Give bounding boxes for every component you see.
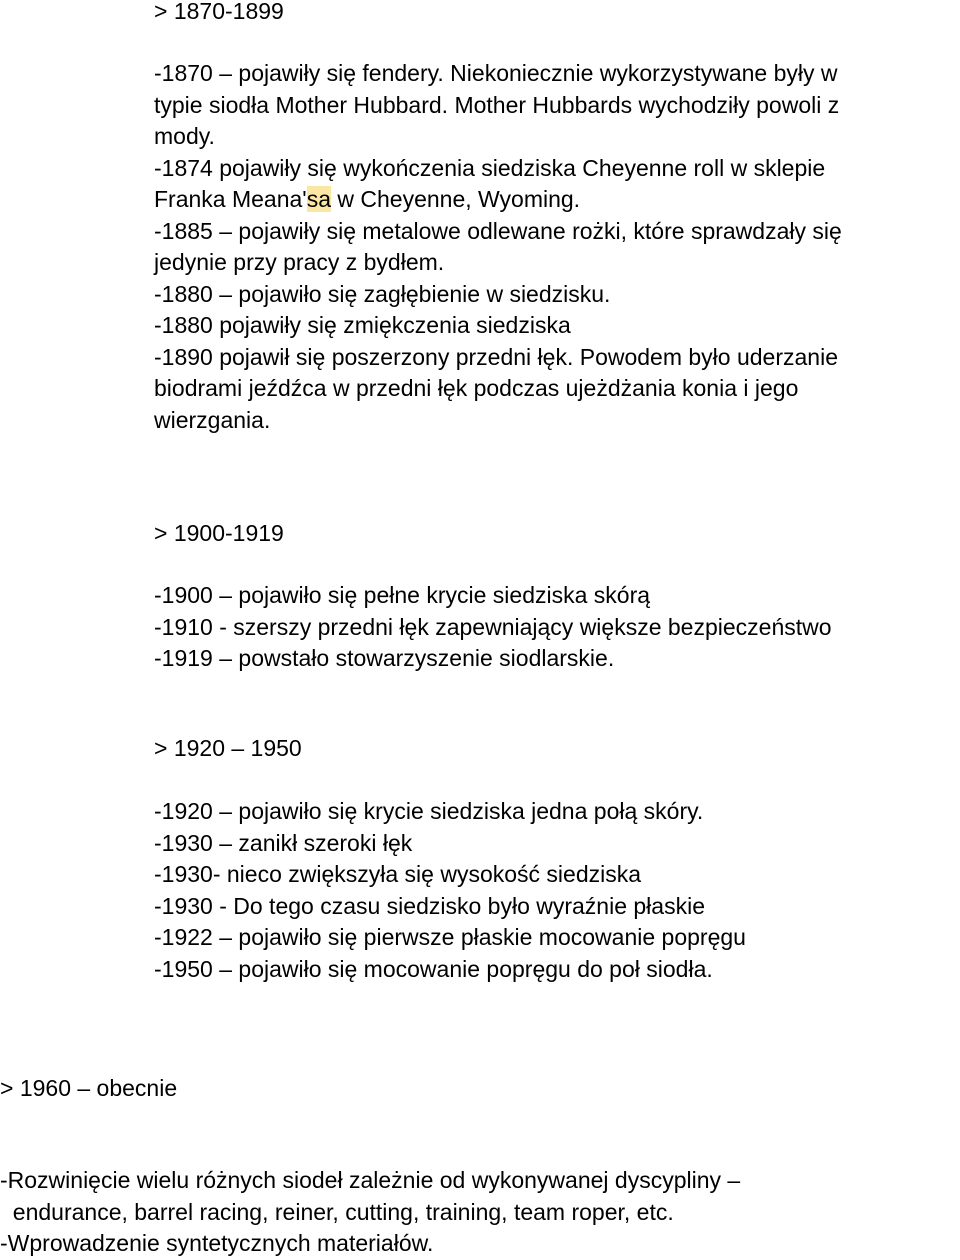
section-1870-1899-body (154, 58, 842, 436)
list-item: -1890 pojawił się poszerzony przedni łęk. Powodem było uderzanie (154, 343, 838, 370)
list-item: wierzgania. (154, 406, 271, 433)
list-item: -1930- nieco zwiększyła się wysokość siedziska (154, 861, 642, 887)
list-item: jedynie przy pracy z bydłem. (154, 249, 445, 275)
section-1920-1950 (154, 733, 302, 765)
list-item: -1910 - szerszy przedni łęk zapewniający większe bezpieczeństwo (154, 613, 832, 640)
list-item: -Wprowadzenie syntetycznych materiałów. (0, 1230, 434, 1256)
list-item: biodrami jeźdźca w przedni łęk podczas ujeżdżania konia i jego (154, 375, 799, 401)
list-item: -Rozwinięcie wielu różnych siodeł zależnie od wykonywanej dyscypliny – (0, 1167, 741, 1193)
text-before-highlight: Franka Meana' (154, 186, 307, 212)
list-item: endurance, barrel racing, reiner, cutting, training, team roper, etc. (0, 1198, 674, 1225)
highlighted-text: sa (306, 186, 331, 212)
list-item: -1922 – pojawiło się pierwsze płaskie mocowanie popręgu (154, 924, 746, 950)
section-heading: > 1900-1919 (154, 520, 284, 546)
section-1960-obecnie-body (0, 1165, 740, 1260)
list-item: -1880 pojawiły się zmiękczenia siedziska (154, 312, 571, 338)
section-1900-1919-body (154, 580, 832, 675)
list-item: -1919 – powstało stowarzyszenie siodlarskie. (154, 645, 615, 671)
section-1960-obecnie (0, 1073, 177, 1105)
list-item: -1870 – pojawiły się fendery. Niekoniecznie wykorzystywane były w (154, 60, 838, 86)
text-after-highlight: w Cheyenne, Wyoming. (331, 186, 581, 212)
list-item: mody. (154, 123, 215, 149)
list-item: -1885 – pojawiły się metalowe odlewane rożki, które sprawdzały się (154, 217, 842, 244)
section-1870-1899 (154, 0, 284, 28)
section-heading: > 1870-1899 (154, 0, 284, 24)
section-heading: > 1960 – obecnie (0, 1075, 178, 1101)
list-item: -1900 – pojawiło się pełne krycie siedziska skórą (154, 582, 651, 608)
section-1900-1919 (154, 518, 284, 550)
list-item-highlighted (154, 184, 842, 216)
list-item: typie siodła Mother Hubbard. Mother Hubbards wychodziły powoli z (154, 91, 840, 118)
list-item: -1920 – pojawiło się krycie siedziska jedna połą skóry. (154, 798, 704, 824)
list-item: -1950 – pojawiło się mocowanie popręgu do poł siodła. (154, 955, 713, 982)
section-1920-1950-body (154, 796, 746, 985)
list-item: -1930 – zanikł szeroki łęk (154, 829, 413, 856)
section-heading: > 1920 – 1950 (154, 735, 302, 761)
list-item: -1874 pojawiły się wykończenia siedziska Cheyenne roll w sklepie (154, 154, 826, 181)
list-item: -1880 – pojawiło się zagłębienie w siedzisku. (154, 280, 611, 307)
list-item: -1930 - Do tego czasu siedzisko było wyraźnie płaskie (154, 892, 705, 919)
